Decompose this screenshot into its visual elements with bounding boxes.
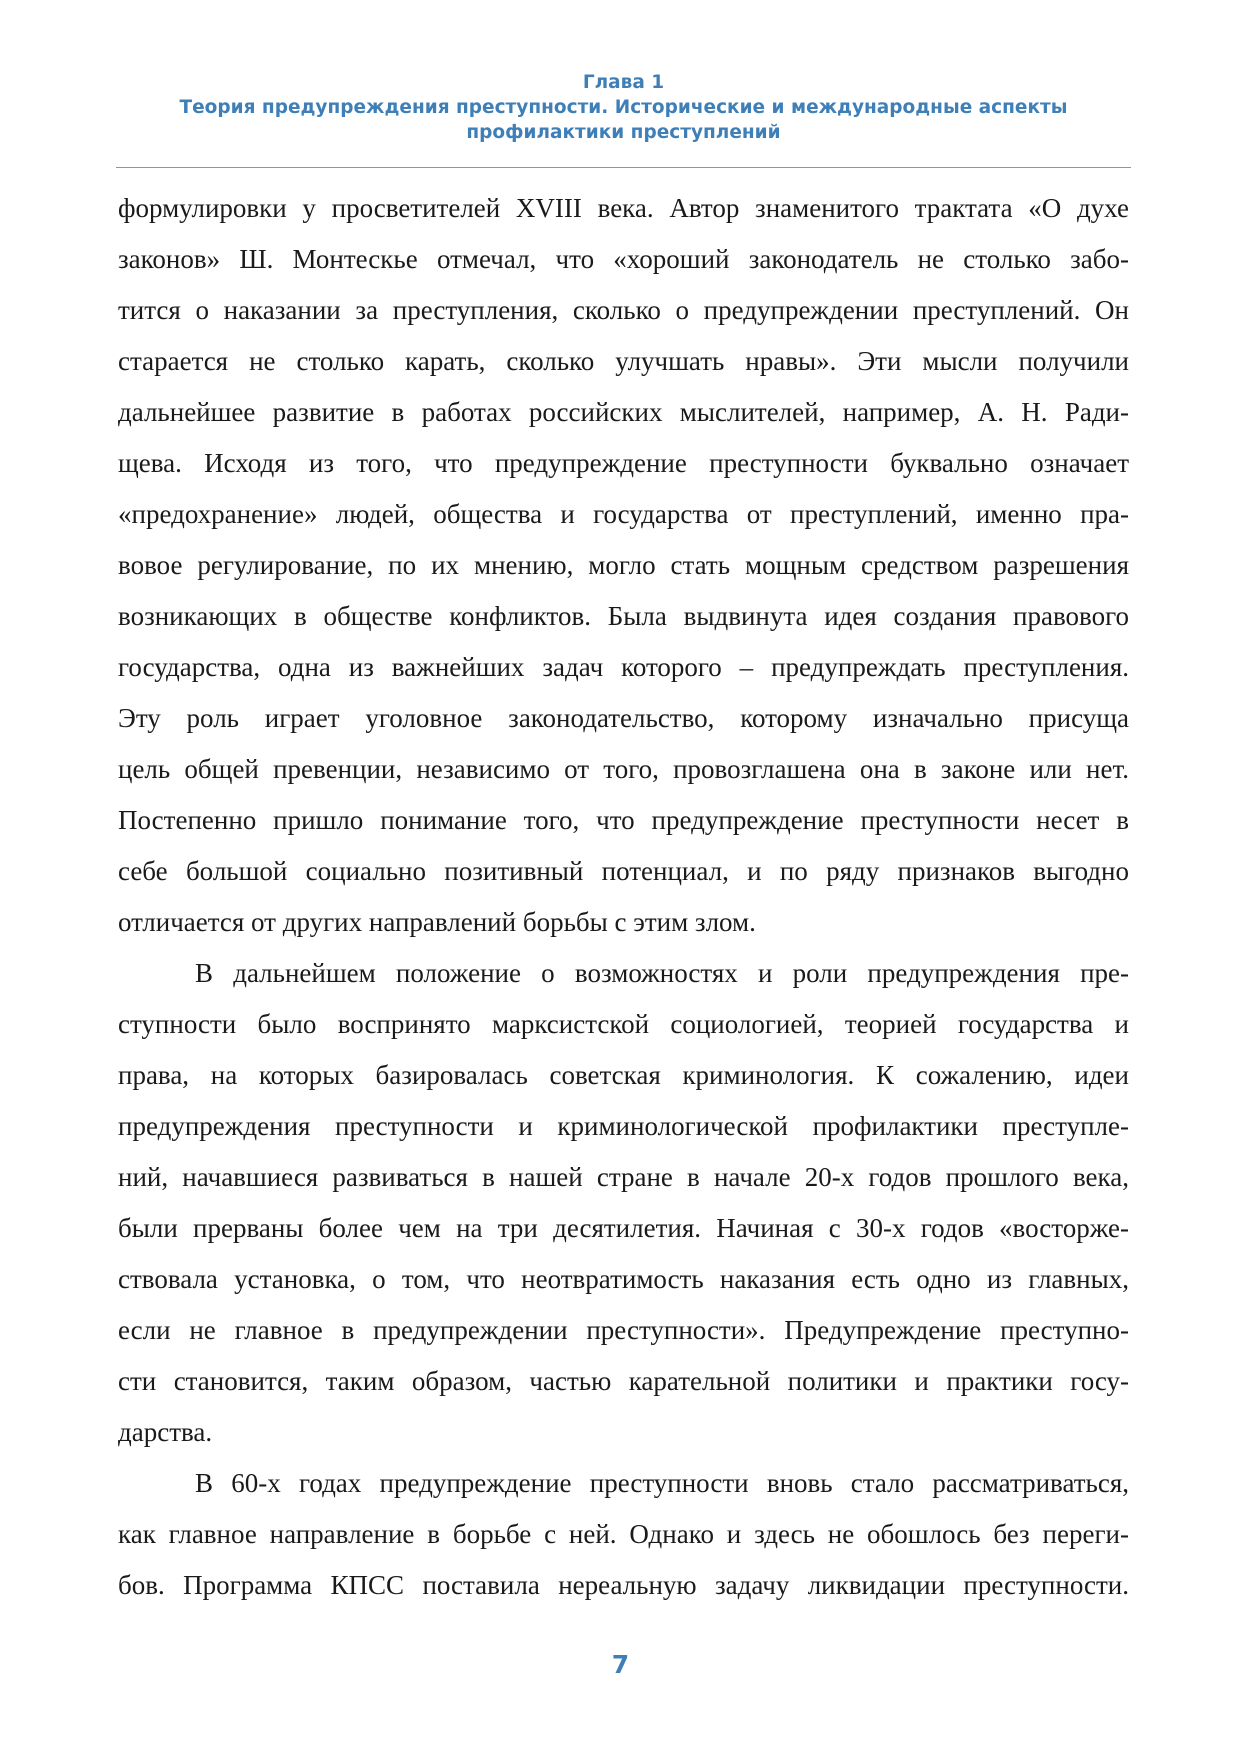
text-line: ствовала установка, о том, что неотвратимость наказания есть одно из главных, bbox=[118, 1264, 1129, 1294]
text-line: Эту роль играет уголовное законодательство, которому изначально присуща bbox=[118, 703, 1129, 733]
text-line: ступности было воспринято марксистской социологией, теорией государства и bbox=[118, 1009, 1129, 1039]
text-line: вовое регулирование, по их мнению, могло стать мощным средством разрешения bbox=[118, 550, 1129, 580]
text-line: В 60-х годах предупреждение преступности вновь стало рассматриваться, bbox=[195, 1468, 1129, 1498]
text-line: формулировки у просветителей XVIII века. Автор знаменитого трактата «О духе bbox=[118, 193, 1129, 223]
text-line: были прерваны более чем на три десятилетия. Начиная с 30-х годов «восторже- bbox=[118, 1213, 1129, 1243]
body-text bbox=[118, 183, 1129, 1611]
text-line: В дальнейшем положение о возможностях и роли предупреждения пре- bbox=[195, 958, 1129, 988]
running-header bbox=[116, 70, 1131, 145]
text-line: государства, одна из важнейших задач которого – предупреждать преступления. bbox=[118, 652, 1129, 682]
text-line: дальнейшее развитие в работах российских мыслителей, например, А. Н. Ради- bbox=[118, 397, 1129, 427]
text-line: цель общей превенции, независимо от того, провозглашена она в законе или нет. bbox=[118, 754, 1129, 784]
text-line: старается не столько карать, сколько улучшать нравы». Эти мысли получили bbox=[118, 346, 1129, 376]
text-line: возникающих в обществе конфликтов. Была выдвинута идея создания правового bbox=[118, 601, 1129, 631]
text-line: если не главное в предупреждении преступности». Предупреждение преступно- bbox=[118, 1315, 1129, 1345]
paragraph-1 bbox=[118, 183, 1129, 948]
text-line: законов» Ш. Монтескье отмечал, что «хороший законодатель не столько забо- bbox=[118, 244, 1129, 274]
header-divider bbox=[116, 167, 1131, 168]
text-line: бов. Программа КПСС поставила нереальную задачу ликвидации преступности. bbox=[118, 1570, 1129, 1600]
chapter-title-line-1: Теория предупреждения преступности. Исторические и международные аспекты bbox=[179, 97, 1068, 118]
page-number: 7 bbox=[611, 1650, 630, 1679]
text-line: себе большой социально позитивный потенциал, и по ряду признаков выгодно bbox=[118, 856, 1129, 886]
text-line: тится о наказании за преступления, сколько о предупреждении преступлений. Он bbox=[118, 295, 1129, 325]
text-line: права, на которых базировалась советская криминология. К сожалению, идеи bbox=[118, 1060, 1129, 1090]
text-line: Постепенно пришло понимание того, что предупреждение преступности несет в bbox=[118, 805, 1129, 835]
text-line: как главное направление в борьбе с ней. Однако и здесь не обошлось без переги- bbox=[118, 1519, 1129, 1549]
chapter-label: Глава 1 bbox=[582, 72, 665, 93]
text-line: дарства. bbox=[118, 1417, 213, 1447]
text-line: сти становится, таким образом, частью карательной политики и практики госу- bbox=[118, 1366, 1129, 1396]
text-line: предупреждения преступности и криминологической профилактики преступле- bbox=[118, 1111, 1129, 1141]
paragraph-3 bbox=[118, 1458, 1129, 1611]
paragraph-2 bbox=[118, 948, 1129, 1458]
text-line: отличается от других направлений борьбы с этим злом. bbox=[118, 907, 756, 937]
text-line: «предохранение» людей, общества и государства от преступлений, именно пра- bbox=[118, 499, 1129, 529]
chapter-title-line-2: профилактики преступлений bbox=[466, 122, 781, 143]
text-line: ний, начавшиеся развиваться в нашей стране в начале 20-х годов прошлого века, bbox=[118, 1162, 1129, 1192]
text-line: щева. Исходя из того, что предупреждение преступности буквально означает bbox=[118, 448, 1129, 478]
